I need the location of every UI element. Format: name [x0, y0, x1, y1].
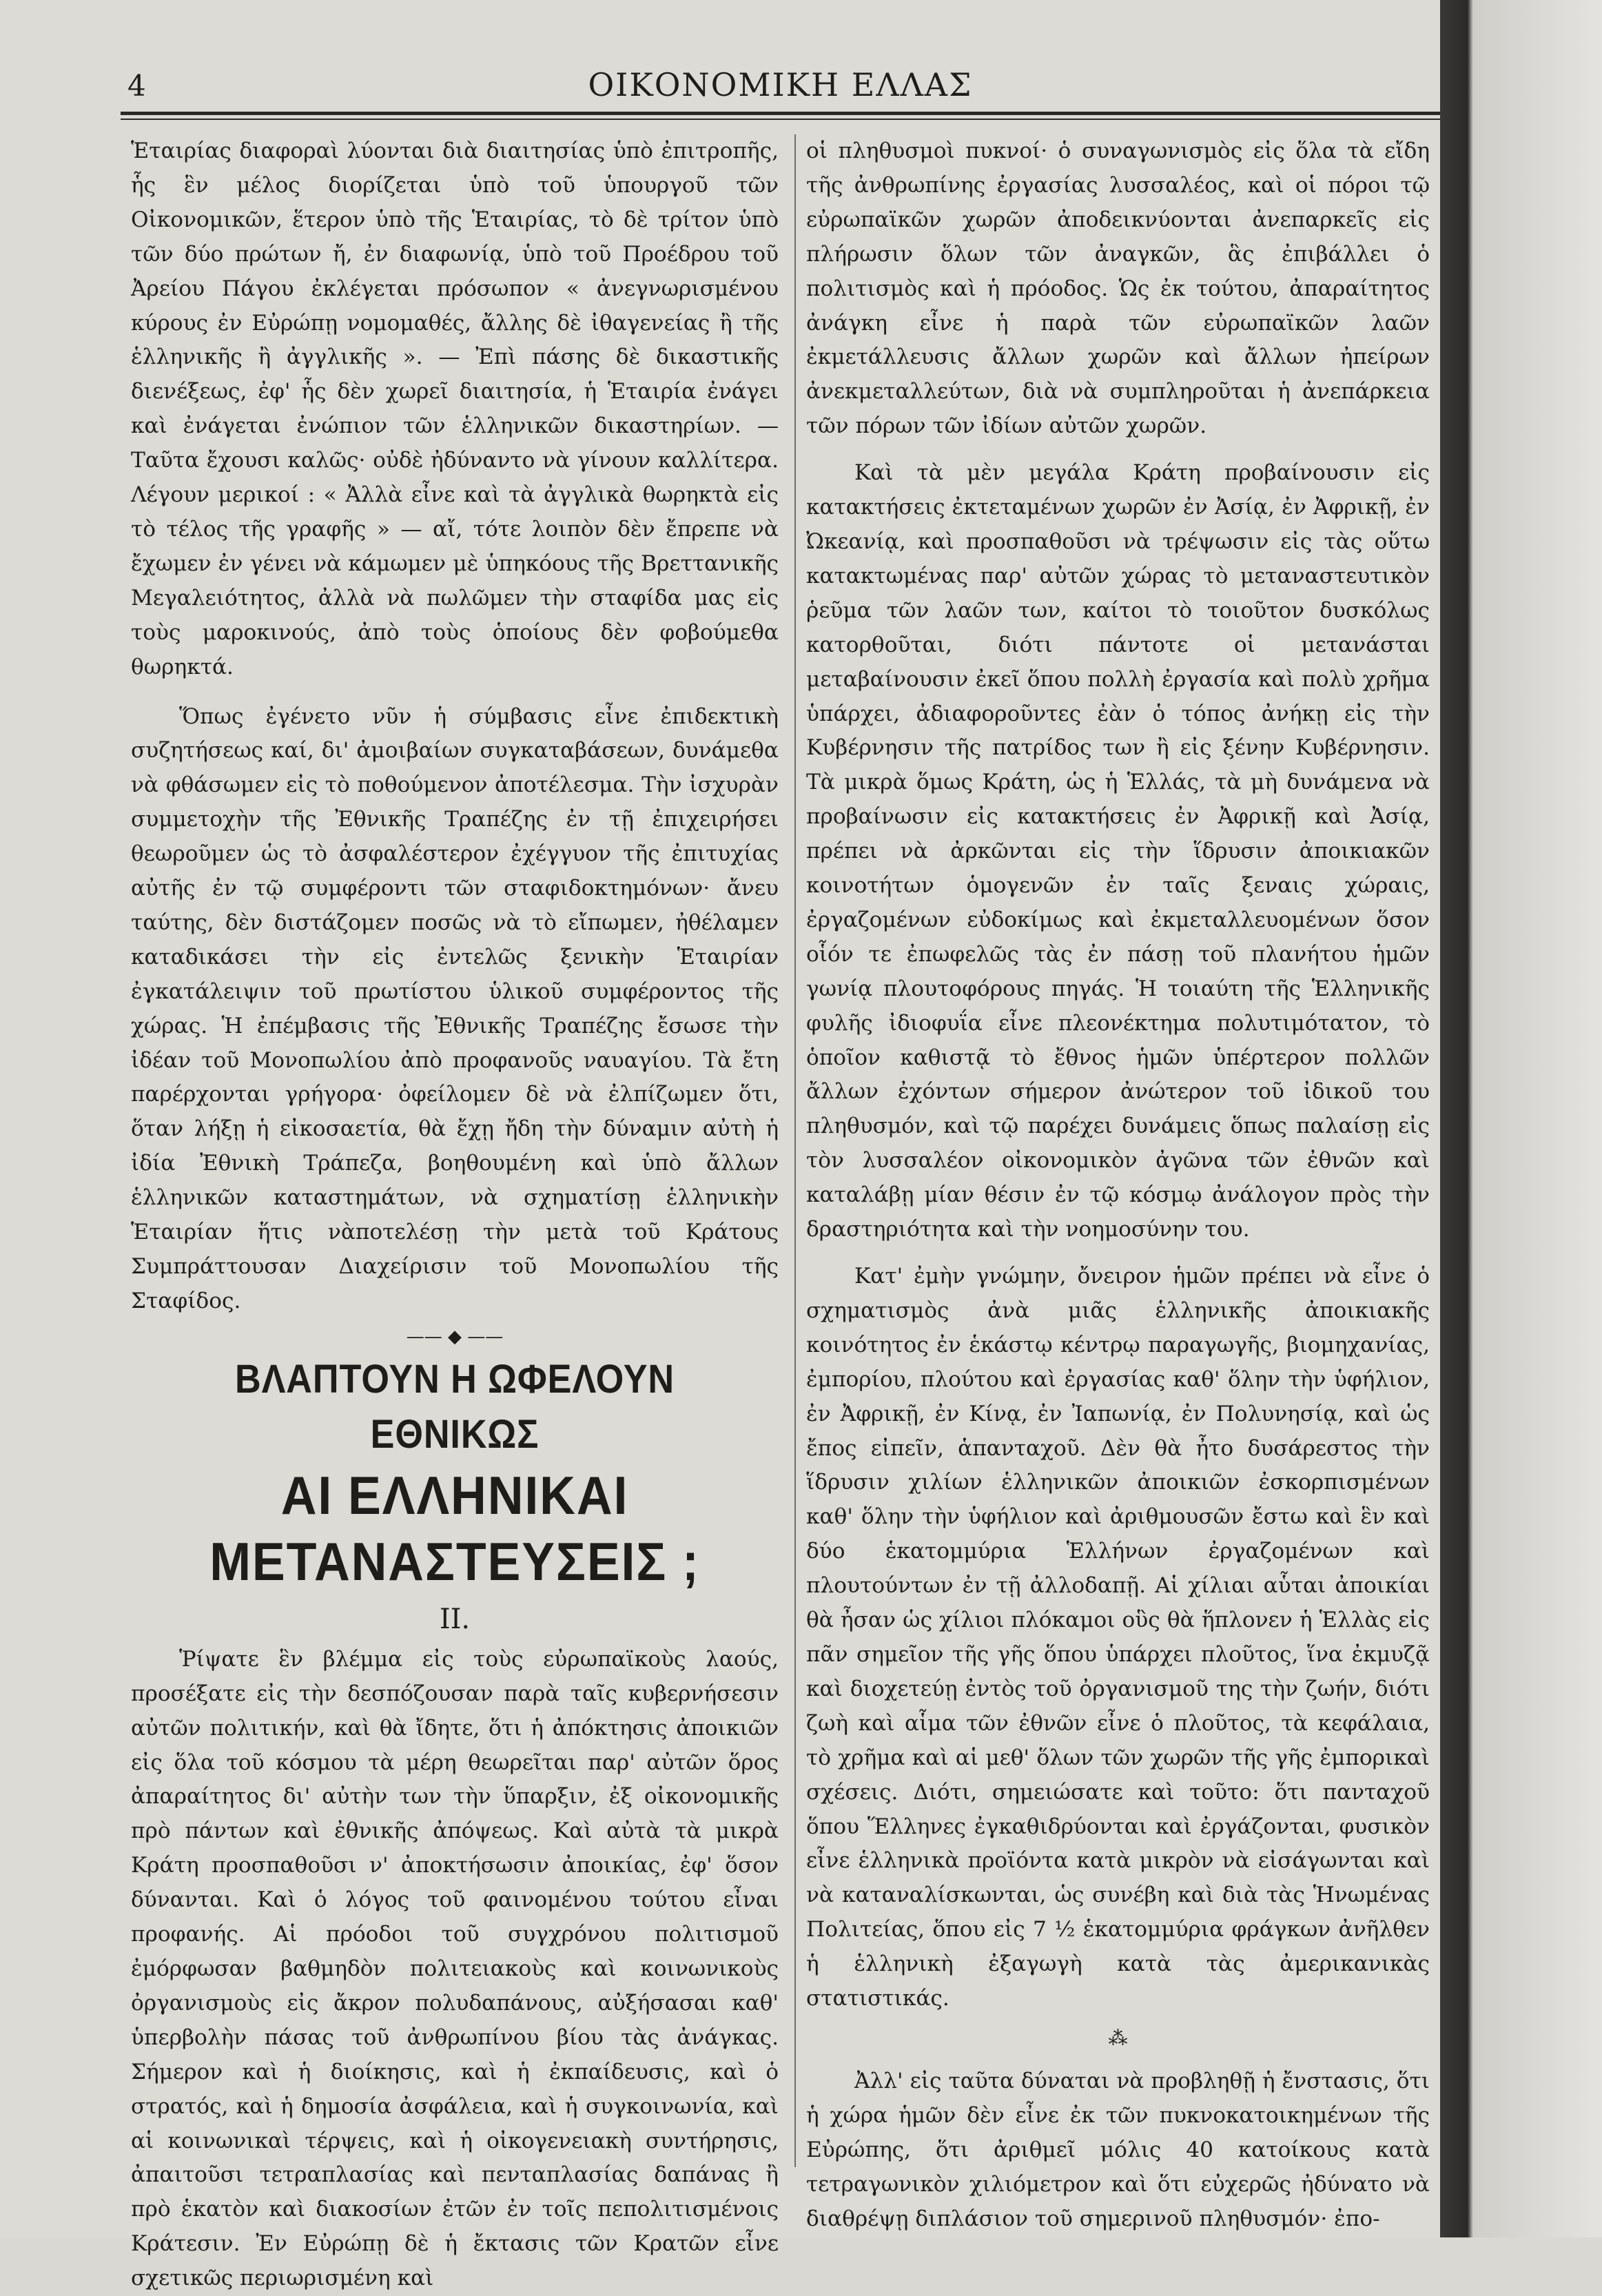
article-headline-line-2: ΑΙ ΕΛΛΗΝΙΚΑΙ ΜΕΤΑΝΑΣΤΕΥΣΕΙΣ ;: [209, 1464, 700, 1592]
journal-title: ΟΙΚΟΝΟΜΙΚΗ ΕΛΛΑΣ: [588, 66, 973, 103]
left-paragraph-2: Ὅπως ἐγένετο νῦν ἡ σύμβασις εἶνε ἐπιδεκτικὴ συζητήσεως καί, δι' ἀμοιβαίων συγκαταβάσεων, δυνάμεθα νὰ φθάσωμεν εἰς τὸ ποθούμενον ἀποτέλεσμα. Τὴν ἰσχυρὰν συμμετοχὴν τῆς Ἐθνικῆς Τραπέζης ἐν τῇ ἐπιχειρήσει θεωροῦμεν ὡς τὸ ἀσφαλέστερον ἐχέγγυον τῆς ἐπιτυχίας αὐτῆς ἐν τῷ συμφέροντι τῶν σταφιδοκτημόνων· ἄνευ ταύτης, δὲν διστάζομεν ποσῶς νὰ τὸ εἴπωμεν, ἠθέλαμεν καταδικάσει τὴν εἰς ἐντελῶς ξενικὴν Ἑταιρίαν ἐγκατάλειψιν τοῦ πρωτίστου ὑλικοῦ συμφέροντος τῆς χώρας. Ἡ ἐπέμβασις τῆς Ἐθνικῆς Τραπέζης ἔσωσε τὴν ἰδέαν τοῦ Μονοπωλίου ἀπὸ προφανοῦς ναυαγίου. Τὰ ἔτη παρέρχονται γρήγορα· ὀφείλομεν δὲ νὰ ἐλπίζωμεν ὅτι, ὅταν λήξῃ ἡ εἰκοσαετία, θὰ ἔχῃ ἤδη τὴν δύναμιν αὐτὴ ἡ ἰδία Ἐθνικὴ Τράπεζα, βοηθουμένη καὶ ὑπὸ ἄλλων ἑλληνικῶν καταστημάτων, νὰ σχηματίσῃ ἑλληνικὴν Ἑταιρίαν ἥτις νὰποτελέσῃ τὴν μετὰ τοῦ Κράτους Συμπράττουσαν Διαχείρισιν τοῦ Μονοπωλίου τῆς Σταφίδος.: [131, 704, 779, 1313]
right-paragraph-3: Κατ' ἐμὴν γνώμην, ὄνειρον ἡμῶν πρέπει νὰ εἶνε ὁ σχηματισμὸς ἀνὰ μιᾶς ἑλληνικῆς ἀποικιακῆς κοινότητος ἐν ἑκάστῳ κέντρῳ παραγωγῆς, βιομηχανίας, ἐμπορίου, πλούτου καὶ ἐργασίας καθ' ὅλην τὴν ὑφήλιον, ἐν Ἀφρικῇ, ἐν Κίνᾳ, ἐν Ἰαπωνίᾳ, ἐν Πολυνησίᾳ, καὶ ὡς ἔπος εἰπεῖν, ἁπανταχοῦ. Δὲν θὰ ἦτο δυσάρεστος τὴν ἵδρυσιν χιλίων ἑλληνικῶν ἀποικιῶν ἐσκορπισμένων καθ' ὅλην τὴν ὑφήλιον καὶ ἀριθμουσῶν ἔστω καὶ ἓν καὶ δύο ἑκατομμύρια Ἑλλήνων ἐργαζομένων καὶ πλουτούντων ἐν τῇ ἀλλοδαπῇ. Αἱ χίλιαι αὗται ἀποικίαι θὰ ἦσαν ὡς χίλιοι πλόκαμοι οὓς θὰ ἥπλονεν ἡ Ἑλλὰς εἰς πᾶν σημεῖον τῆς γῆς ὅπου ὑπάρχει πλοῦτος, ἵνα ἐκμυζᾷ καὶ διοχετεύῃ ἐντὸς τοῦ ὀργανισμοῦ της τὴν ζωήν, διότι ζωὴ καὶ αἷμα τῶν ἐθνῶν εἶνε ὁ πλοῦτος, τὰ κεφάλαια, τὸ χρῆμα καὶ αἱ μεθ' ὅλων τῶν χωρῶν τῆς γῆς ἐμπορικαὶ σχέσεις. Διότι, σημειώσατε καὶ τοῦτο: ὅτι πανταχοῦ ὅπου Ἕλληνες ἐγκαθιδρύονται καὶ ἐργάζονται, φυσικὸν εἶνε ἑλληνικὰ προϊόντα κατὰ μικρὸν νὰ εἰσάγωνται καὶ νὰ καταναλίσκωνται, ὡς συνέβη καὶ διὰ τὰς Ἡνωμένας Πολιτείας, ὅπου εἰς 7 ½ ἑκατομμύρια φράγκων ἀνῆλθεν ἡ ἑλληνικὴ ἐξαγωγὴ κατὰ τὰς ἀμερικανικὰς στατιστικάς.: [806, 1264, 1430, 2011]
article-headline-line-1: ΒΛΑΠΤΟΥΝ Η ΩΦΕΛΟΥΝ ΕΘΝΙΚΩΣ: [234, 1356, 675, 1457]
page-header: [121, 57, 1440, 112]
header-rule-thin: [121, 119, 1440, 120]
right-column: [806, 134, 1430, 2236]
section-ornament: —— ◆ ——: [406, 1326, 504, 1347]
page-number: 4: [127, 69, 146, 103]
section-number: ΙΙ.: [439, 1603, 471, 1635]
left-column: [131, 134, 779, 2296]
right-paragraph-2: Καὶ τὰ μὲν μεγάλα Κράτη προβαίνουσιν εἰς κατακτήσεις ἐκτεταμένων χωρῶν ἐν Ἀσίᾳ, ἐν Ἀφρικῇ, ἐν Ὠκεανίᾳ, καὶ προσπαθοῦσι νὰ τρέψωσιν εἰς τὰς οὕτω κατακτωμένας παρ' αὐτῶν χώρας τὸ μεταναστευτικὸν ῥεῦμα τῶν λαῶν των, καίτοι τὸ τοιοῦτον δυσκόλως κατορθοῦται, διότι πάντοτε οἱ μετανάσται μεταβαίνουσιν ἐκεῖ ὅπου πολλὴ ἐργασία καὶ πολὺ χρῆμα ὑπάρχει, ἀδιαφοροῦντες ἐὰν ὁ τόπος ἀνήκῃ εἰς τὴν Κυβέρνησιν τῆς πατρίδος των ἢ εἰς ξένην Κυβέρνησιν. Τὰ μικρὰ ὅμως Κράτη, ὡς ἡ Ἑλλάς, τὰ μὴ δυνάμενα νὰ προβαίνωσιν εἰς κατακτήσεις ἐν Ἀφρικῇ καὶ Ἀσίᾳ, πρέπει νὰ ἀρκῶνται εἰς τὴν ἵδρυσιν ἀποικιακῶν κοινοτήτων ὁμογενῶν ἐν ταῖς ξεναις χώραις, ἐργαζομένων εὐδοκίμως καὶ ἐκμεταλλευομένων ὅσον οἷόν τε ἐπωφελῶς τὰς ἐν πάσῃ τοῦ πλανήτου ἡμῶν γωνίᾳ πλουτοφόρους πηγάς. Ἡ τοιαύτη τῆς Ἑλληνικῆς φυλῆς ἰδιοφυΐα εἶνε πλεονέκτημα πολυτιμότατον, τὸ ὁποῖον καθιστᾷ τὸ ἔθνος ἡμῶν ὑπέρτερον πολλῶν ἄλλων ἐχόντων σήμερον ἀνώτερον τοῦ ἰδικοῦ του πληθυσμόν, καὶ τῷ παρέχει δυνάμεις ὅπως παλαίσῃ εἰς τὸν λυσσαλέον οἰκονομικὸν ἀγῶνα τῶν ἐθνῶν καὶ καταλάβῃ μίαν θέσιν ἐν τῷ κόσμῳ ἀνάλογον πρὸς τὴν δραστηριότητα καὶ τὴν νοημοσύνην του.: [806, 460, 1430, 1242]
left-paragraph-3: Ῥίψατε ἓν βλέμμα εἰς τοὺς εὐρωπαϊκοὺς λαούς, προσέξατε εἰς τὴν δεσπόζουσαν παρὰ ταῖς κυβερνήσεσιν αὐτῶν πολιτικήν, καὶ θὰ ἴδητε, ὅτι ἡ ἀπόκτησις ἀποικιῶν εἰς ὅλα τοῦ κόσμου τὰ μέρη θεωρεῖται παρ' αὐτῶν ὅρος ἀπαραίτητος δι' αὐτὴν των τὴν ὕπαρξιν, ἐξ οἰκονομικῆς πρὸ πάντων καὶ ἐθνικῆς ἀπόψεως. Καὶ αὐτὰ τὰ μικρὰ Κράτη προσπαθοῦσι ν' ἀποκτήσωσιν ἀποικίας, ἐφ' ὅσον δύνανται. Καὶ ὁ λόγος τοῦ φαινομένου τούτου εἶναι προφανής. Αἱ πρόοδοι τοῦ συγχρόνου πολιτισμοῦ ἐμόρφωσαν βαθμηδὸν πολιτειακοὺς καὶ κοινωνικοὺς ὀργανισμοὺς εἰς ἄκρον πολυδαπάνους, αὐξήσασαι καθ' ὑπερβολὴν πάσας τοῦ ἀνθρωπίνου βίου τὰς ἀνάγκας. Σήμερον καὶ ἡ διοίκησις, καὶ ἡ ἐκπαίδευσις, καὶ ὁ στρατός, καὶ ἡ δημοσία ἀσφάλεια, καὶ ἡ συγκοινωνία, καὶ αἱ κοινωνικαὶ τέρψεις, καὶ ἡ οἰκογενειακὴ συντήρησις, ἀπαιτοῦσι τετραπλασίας καὶ πενταπλασίας δαπάνας ἢ πρὸ ἑκατὸν καὶ διακοσίων ἐτῶν ἐν τοῖς πεπολιτισμένοις Κράτεσιν. Ἐν Εὐρώπῃ δὲ ἡ ἔκτασις τῶν Κρατῶν εἶνε σχετικῶς περιωρισμένη καὶ: [131, 1646, 779, 2291]
right-paragraph-1: οἱ πληθυσμοὶ πυκνοί· ὁ συναγωνισμὸς εἰς ὅλα τὰ εἴδη τῆς ἀνθρωπίνης ἐργασίας λυσσαλέος, καὶ οἱ πόροι τῷ εὐρωπαϊκῶν χωρῶν ἀποδεικνύονται ἀνεπαρκεῖς εἰς πλήρωσιν ὅλων τῶν ἀναγκῶν, ἃς ἐπιβάλλει ὁ πολιτισμὸς καὶ ἡ πρόοδος. Ὡς ἐκ τούτου, ἀπαραίτητος ἀνάγκη εἶνε ἡ παρὰ τῶν εὐρωπαϊκῶν λαῶν ἐκμετάλλευσις ἄλλων χωρῶν καὶ ἄλλων ἠπείρων ἀνεκμεταλλεύτων, διὰ νὰ συμπληροῦται ἡ ἀνεπάρκεια τῶν πόρων τῶν ἰδίων αὐτῶν χωρῶν.: [806, 139, 1430, 439]
right-paragraph-4: Ἀλλ' εἰς ταῦτα δύναται νὰ προβληθῇ ἡ ἔνστασις, ὅτι ἡ χώρα ἡμῶν δὲν εἶνε ἐκ τῶν πυκνοκατοικημένων τῆς Εὐρώπης, ὅτι ἀριθμεῖ μόλις 40 κατοίκους κατὰ τετραγωνικὸν χιλιόμετρον καὶ ὅτι εὐχερῶς ἠδύνατο νὰ διαθρέψῃ διπλάσιον τοῦ σημερινοῦ πληθυσμόν· ἐπο-: [806, 2068, 1430, 2231]
header-rule-thick: [121, 112, 1440, 115]
page-edge-shadow: [1440, 0, 1602, 2237]
column-separator: [794, 134, 796, 2167]
asterism-divider: ⁂: [1108, 2026, 1128, 2049]
left-paragraph-1: Ἑταιρίας διαφοραὶ λύονται διὰ διαιτησίας ὑπὸ ἐπιτροπῆς, ἧς ἓν μέλος διορίζεται ὑπὸ τοῦ ὑπουργοῦ τῶν Οἰκονομικῶν, ἕτερον ὑπὸ τῆς Ἑταιρίας, τὸ δὲ τρίτον ὑπὸ τῶν δύο πρώτων ἤ, ἐν διαφωνίᾳ, ὑπὸ τοῦ Προέδρου τοῦ Ἀρείου Πάγου ἐκλέγεται πρόσωπον « ἀνεγνωρισμένου κύρους ἐν Εὐρώπῃ νομομαθές, ἄλλης δὲ ἰθαγενείας ἢ τῆς ἑλληνικῆς ἢ ἀγγλικῆς ». — Ἐπὶ πάσης δὲ δικαστικῆς διενέξεως, ἐφ' ἧς δὲν χωρεῖ διαιτησία, ἡ Ἑταιρία ἐνάγει καὶ ἐνάγεται ἐνώπιον τῶν ἑλληνικῶν δικαστηρίων. — Ταῦτα ἔχουσι καλῶς· οὐδὲ ἠδύναντο νὰ γίνουν καλλίτερα. Λέγουν μερικοί : « Ἀλλὰ εἶνε καὶ τὰ ἀγγλικὰ θωρηκτὰ εἰς τὸ τέλος τῆς γραφῆς » — αἴ, τότε λοιπὸν δὲν ἔπρεπε νὰ ἔχωμεν ἐν γένει νὰ κάμωμεν μὲ ὑπηκόους τῆς Βρεττανικῆς Μεγαλειότητος, ἀλλὰ νὰ πωλῶμεν τὴν σταφίδα μας εἰς τοὺς μαροκινούς, ἀπὸ τοὺς ὁποίους δὲν φοβούμεθα θωρηκτά.: [131, 139, 779, 679]
